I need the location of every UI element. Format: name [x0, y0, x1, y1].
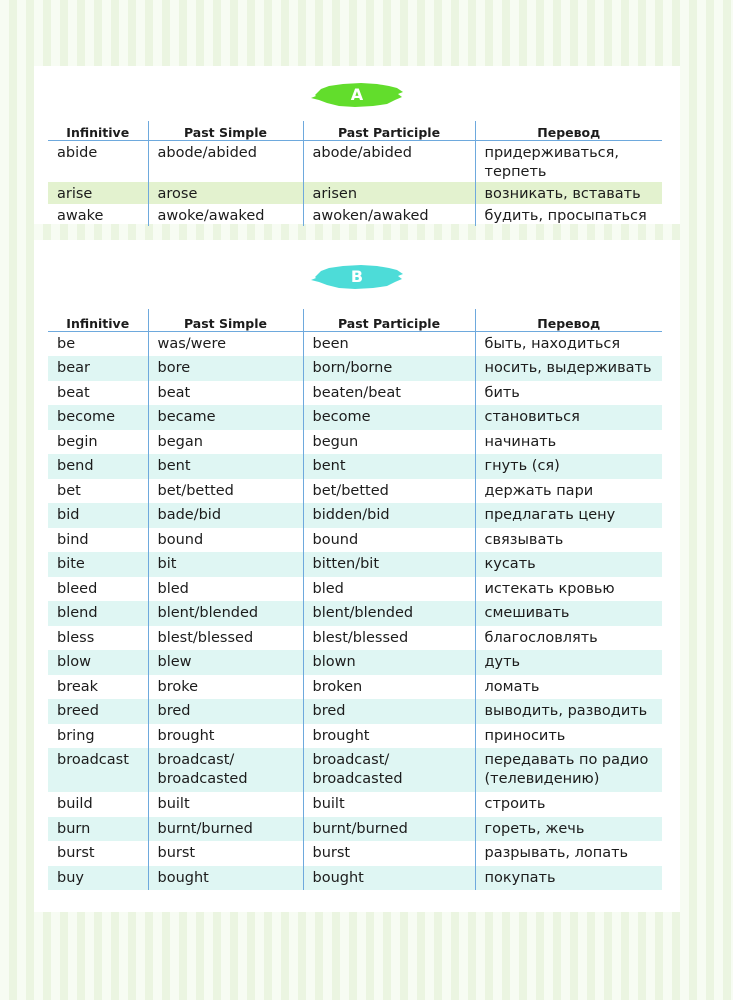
cell-infinitive: begin	[57, 433, 98, 450]
cell-infinitive: burst	[57, 845, 95, 861]
cell-infinitive: blend	[48, 601, 148, 626]
cell-past-participle: become	[303, 405, 475, 430]
cell-translation: держать пари	[475, 479, 662, 504]
cell-past-participle: blent/blended	[303, 601, 475, 626]
cell-past-participle: bled	[303, 577, 475, 602]
cell-past-participle: burnt/burned	[303, 817, 475, 842]
cell-past-simple: blest/blessed	[148, 626, 303, 651]
cell-infinitive: blow	[48, 650, 148, 675]
cell-past-participle: begun	[303, 430, 475, 455]
cell-past-participle: broadcast/ broadcasted	[303, 748, 475, 792]
cell-infinitive: abide	[57, 145, 98, 161]
cell-translation: носить, выдерживать	[475, 356, 662, 381]
header-infinitive: Infinitive	[48, 309, 148, 332]
table-row	[48, 748, 662, 792]
cell-past-simple: began	[148, 430, 303, 455]
cell-translation: гнуть (ся)	[475, 454, 662, 479]
section-a-badge	[309, 80, 405, 110]
cell-past-simple: bred	[148, 699, 303, 724]
cell-translation: истекать кровью	[475, 577, 662, 602]
table-row	[48, 381, 662, 406]
cell-translation: выводить, разводить	[475, 699, 662, 724]
cell-past-simple: broke	[148, 675, 303, 700]
cell-translation: бить	[475, 381, 662, 406]
section-a-panel	[34, 66, 680, 224]
table-row	[48, 699, 662, 724]
table-row	[48, 479, 662, 504]
table-row	[48, 724, 662, 749]
cell-infinitive: beat	[57, 384, 90, 401]
cell-past-simple: bit	[148, 552, 303, 577]
section-b-letter: B	[350, 267, 364, 286]
cell-infinitive: bite	[48, 552, 148, 577]
cell-translation: покупать	[475, 866, 662, 891]
cell-past-simple: became	[148, 405, 303, 430]
cell-infinitive: bleed	[57, 580, 98, 597]
cell-past-simple: broadcast/ broadcasted	[148, 748, 303, 792]
cell-translation: благословлять	[475, 626, 662, 651]
cell-translation: дуть	[475, 650, 662, 675]
section-b-panel	[34, 240, 680, 912]
cell-infinitive: bring	[57, 727, 95, 744]
cell-past-simple: built	[148, 792, 303, 817]
header-infinitive: Infinitive	[48, 121, 148, 141]
table-row	[48, 650, 662, 675]
table-row	[48, 817, 662, 842]
cell-past-participle: brought	[303, 724, 475, 749]
verbs-table-a	[48, 121, 662, 226]
cell-past-simple: abode/abided	[148, 141, 303, 183]
cell-translation: гореть, жечь	[475, 817, 662, 842]
cell-past-participle: been	[303, 332, 475, 357]
verbs-table-b	[48, 309, 662, 890]
table-row	[48, 182, 662, 204]
table-row	[48, 454, 662, 479]
cell-past-simple: bled	[148, 577, 303, 602]
cell-past-simple: bet/betted	[148, 479, 303, 504]
cell-past-simple: blent/blended	[148, 601, 303, 626]
cell-past-simple: arose	[148, 182, 303, 204]
cell-translation: связывать	[475, 528, 662, 553]
cell-infinitive: bet	[57, 482, 81, 499]
cell-translation: передавать по радио (телевидению)	[475, 748, 662, 792]
header-past-participle: Past Participle	[303, 309, 475, 332]
cell-past-participle: blown	[303, 650, 475, 675]
cell-past-participle: broken	[303, 675, 475, 700]
cell-past-participle: bred	[303, 699, 475, 724]
cell-translation: возникать, вставать	[475, 182, 662, 204]
table-row	[48, 601, 662, 626]
cell-past-simple: burst	[148, 841, 303, 866]
cell-translation: становиться	[475, 405, 662, 430]
cell-translation: приносить	[475, 724, 662, 749]
header-translation: Перевод	[475, 309, 662, 332]
cell-infinitive: bind	[57, 531, 89, 548]
table-row	[48, 332, 662, 357]
header-past-simple: Past Simple	[148, 121, 303, 141]
cell-infinitive: bid	[48, 503, 148, 528]
cell-infinitive: arise	[48, 182, 148, 204]
cell-past-simple: bore	[148, 356, 303, 381]
cell-past-participle: bought	[303, 866, 475, 891]
cell-past-participle: bet/betted	[303, 479, 475, 504]
cell-translation: разрывать, лопать	[475, 841, 662, 866]
table-row	[48, 204, 662, 226]
cell-infinitive: burn	[48, 817, 148, 842]
cell-past-participle: bidden/bid	[303, 503, 475, 528]
cell-past-simple: blew	[148, 650, 303, 675]
table-header-row	[48, 121, 662, 141]
table-row	[48, 841, 662, 866]
cell-past-simple: bade/bid	[148, 503, 303, 528]
cell-infinitive: be	[57, 336, 76, 352]
cell-infinitive: awake	[57, 208, 104, 224]
table-row	[48, 675, 662, 700]
cell-past-simple: beat	[148, 381, 303, 406]
cell-translation: придерживаться, терпеть	[475, 141, 662, 183]
cell-translation: будить, просыпаться	[475, 204, 662, 226]
cell-infinitive: bless	[57, 629, 95, 646]
cell-past-participle: arisen	[303, 182, 475, 204]
cell-translation: начинать	[475, 430, 662, 455]
section-a-letter: A	[350, 85, 364, 104]
cell-past-participle: bitten/bit	[303, 552, 475, 577]
table-row	[48, 503, 662, 528]
table-row	[48, 430, 662, 455]
table-row	[48, 528, 662, 553]
table-row	[48, 792, 662, 817]
cell-past-participle: abode/abided	[303, 141, 475, 183]
cell-past-participle: bound	[303, 528, 475, 553]
cell-past-participle: built	[303, 792, 475, 817]
cell-past-participle: beaten/beat	[303, 381, 475, 406]
cell-translation: предлагать цену	[475, 503, 662, 528]
cell-infinitive: buy	[48, 866, 148, 891]
cell-infinitive: broadcast	[48, 748, 148, 792]
cell-past-simple: bound	[148, 528, 303, 553]
table-row	[48, 866, 662, 891]
cell-past-participle: blest/blessed	[303, 626, 475, 651]
header-past-simple: Past Simple	[148, 309, 303, 332]
cell-past-simple: brought	[148, 724, 303, 749]
table-row	[48, 626, 662, 651]
cell-past-participle: born/borne	[303, 356, 475, 381]
cell-translation: быть, находиться	[475, 332, 662, 357]
cell-infinitive: become	[48, 405, 148, 430]
cell-past-simple: awoke/awaked	[148, 204, 303, 226]
cell-infinitive: build	[57, 796, 93, 812]
cell-past-participle: awoken/awaked	[303, 204, 475, 226]
cell-past-simple: bent	[148, 454, 303, 479]
table-row	[48, 141, 662, 183]
header-translation: Перевод	[475, 121, 662, 141]
cell-infinitive: breed	[48, 699, 148, 724]
header-past-participle: Past Participle	[303, 121, 475, 141]
cell-infinitive: bear	[48, 356, 148, 381]
cell-past-simple: bought	[148, 866, 303, 891]
cell-past-participle: bent	[303, 454, 475, 479]
cell-past-participle: burst	[303, 841, 475, 866]
cell-infinitive: bend	[48, 454, 148, 479]
cell-translation: кусать	[475, 552, 662, 577]
cell-translation: смешивать	[475, 601, 662, 626]
table-row	[48, 356, 662, 381]
cell-translation: ломать	[475, 675, 662, 700]
cell-infinitive: break	[57, 678, 99, 695]
cell-past-simple: burnt/burned	[148, 817, 303, 842]
table-row	[48, 405, 662, 430]
cell-translation: строить	[475, 792, 662, 817]
cell-past-simple: was/were	[148, 332, 303, 357]
section-b-badge	[309, 262, 405, 292]
table-header-row	[48, 309, 662, 332]
table-row	[48, 552, 662, 577]
table-row	[48, 577, 662, 602]
